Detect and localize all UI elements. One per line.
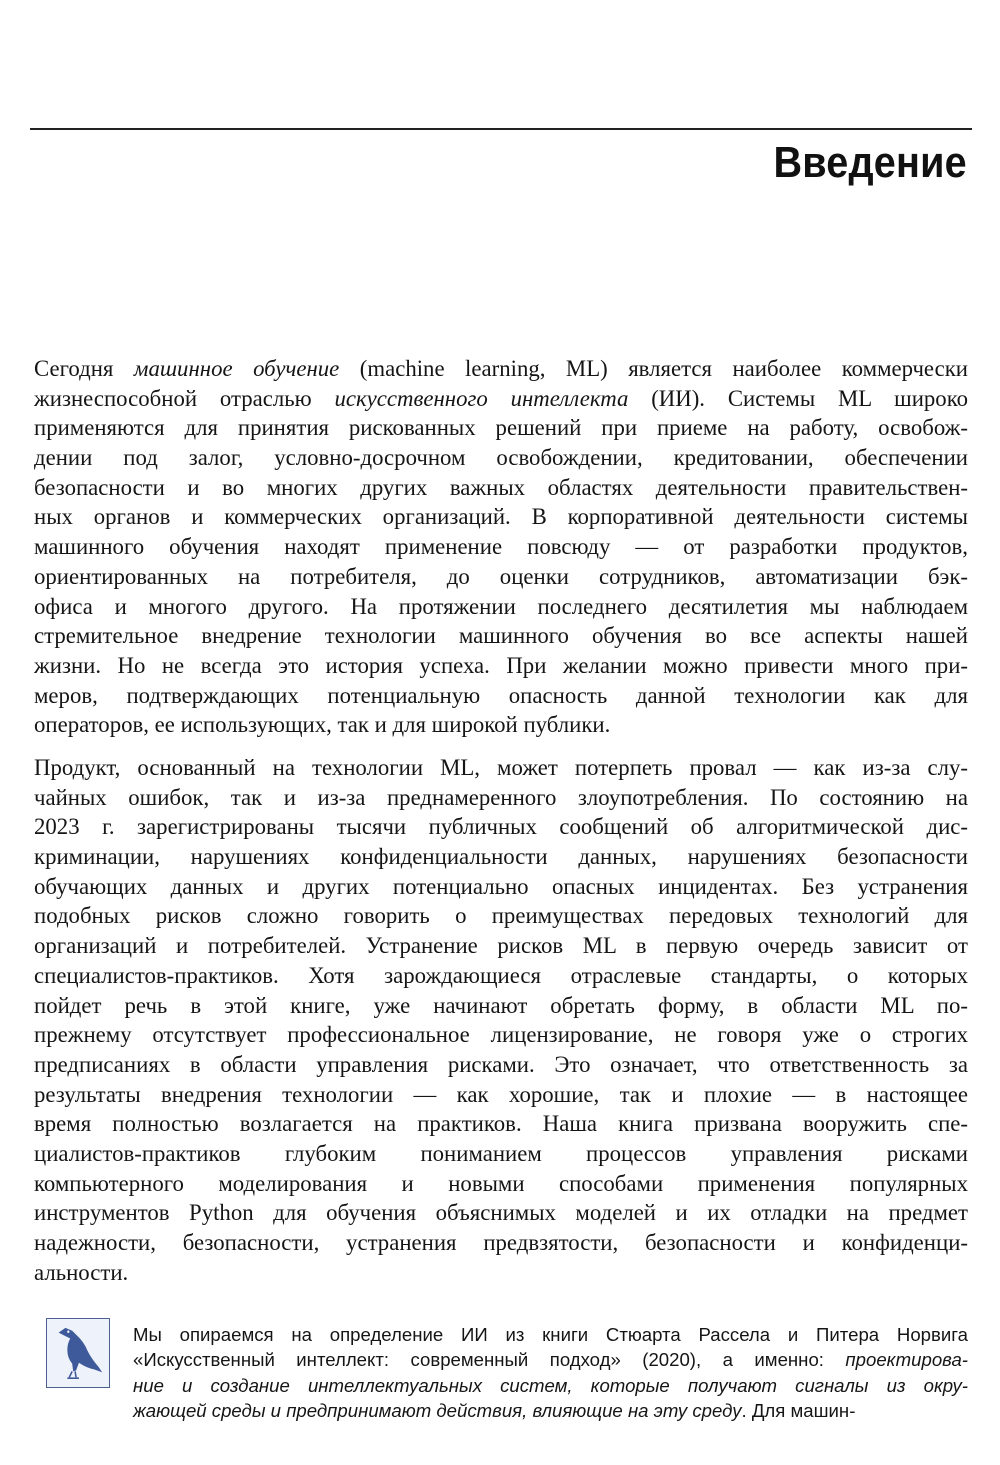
text-segment: (ИИ). Системы ML широко (628, 385, 969, 411)
text-line (34, 384, 968, 414)
text-line (34, 1198, 968, 1228)
chapter-title: Введение (773, 138, 967, 187)
text-line (34, 872, 968, 902)
note-text (133, 1322, 968, 1423)
text-line (34, 931, 968, 961)
header-rule (30, 128, 972, 130)
text-segment: циалистов-практиков глубоким пониманием процессов управления рисками (34, 1140, 968, 1166)
text-line (34, 991, 968, 1021)
text-line (34, 1109, 968, 1139)
text-segment: специалистов-практиков. Хотя зарождающиеся отраслевые стандарты, о которых (34, 962, 968, 988)
text-segment: меров, подтверждающих потенциальную опасность данной технологии как для (34, 682, 968, 708)
text-line (34, 592, 968, 622)
text-line (34, 1169, 968, 1199)
text-segment: подобных рисков сложно говорить о преимуществах передовых технологий для (34, 903, 968, 929)
paragraph-intro (34, 354, 968, 740)
text-line (34, 842, 968, 872)
text-line (34, 354, 968, 384)
text-line (34, 473, 968, 503)
text-segment: Продукт, основанный на технологии ML, может потерпеть провал — как из-за слу- (34, 755, 968, 780)
text-line (34, 1139, 968, 1169)
text-segment: применяются для принятия рискованных решений при приеме на работу, освобож- (34, 415, 968, 441)
text-segment: время полностью возлагается на практиков. Наша книга призвана вооружить спе- (34, 1111, 968, 1137)
italic-term: машинное обучение (133, 356, 340, 381)
text-line (133, 1373, 968, 1398)
text-segment: предписаниях в области управления рисками. Это означает, что ответственность за (34, 1051, 968, 1077)
text-segment: Сегодня (34, 356, 134, 381)
text-segment: безопасности и во многих других важных областях деятельности правительствен- (34, 474, 968, 500)
text-segment: обучающих данных и других потенциально опасных инцидентах. Без устранения (34, 873, 968, 899)
italic-term: проектирова- (845, 1349, 968, 1371)
italic-term: жающей среды и предпринимают действия, влияющие на эту среду (133, 1399, 742, 1421)
text-segment: Мы опираемся на определение ИИ из книги Стюарта Рассела и Питера Норвига (133, 1324, 968, 1345)
paragraph-risks (34, 753, 968, 1287)
text-segment: надежности, безопасности, устранения предвзятости, безопасности и конфиденци- (34, 1230, 968, 1255)
text-segment: стремительное внедрение технологии машинного обучения во все аспекты нашей (34, 623, 968, 649)
text-segment: результаты внедрения технологии — как хорошие, так и плохие — в настоящее (34, 1081, 968, 1107)
text-segment: ных органов и коммерческих организаций. В корпоративной деятельности системы (34, 504, 968, 530)
text-line (34, 413, 968, 443)
italic-term: искусственного интеллекта (334, 385, 629, 411)
text-line (34, 532, 968, 562)
text-segment: жизни. Но не всегда это история успеха. При желании можно привести много при- (34, 652, 968, 678)
text-segment: операторов, ее использующих, так и для широкой публики. (34, 712, 611, 738)
text-line (34, 443, 968, 473)
text-line (34, 502, 968, 532)
text-segment: . Для машин- (741, 1399, 856, 1421)
text-line (34, 1020, 968, 1050)
text-line (34, 1258, 968, 1288)
text-line (34, 961, 968, 991)
text-segment: жизнеспособной отраслью (34, 385, 335, 411)
text-segment: пойдет речь в этой книге, уже начинают обретать форму, в области ML по- (34, 992, 968, 1018)
text-segment: ориентированных на потребителя, до оценки сотрудников, автоматизации бэк- (34, 563, 968, 589)
text-segment: машинного обучения находят применение повсюду — от разработки продуктов, (34, 534, 968, 560)
text-line (34, 783, 968, 813)
text-line (133, 1398, 968, 1423)
text-segment: компьютерного моделирования и новыми способами применения популярных (34, 1170, 968, 1196)
text-line (34, 901, 968, 931)
bird-icon (46, 1318, 110, 1388)
italic-term: ние и создание интеллектуальных систем, которые получают сигналы из окру- (133, 1374, 968, 1396)
text-segment: чайных ошибок, так и из-за преднамеренного злоупотребления. По состоянию на (34, 784, 968, 810)
text-line (34, 651, 968, 681)
text-line (133, 1347, 968, 1372)
text-segment: инструментов Python для обучения объяснимых моделей и их отладки на предмет (34, 1200, 968, 1226)
text-line (34, 562, 968, 592)
text-line (34, 1050, 968, 1080)
text-line (34, 1080, 968, 1110)
text-segment: организаций и потребителей. Устранение рисков ML в первую очередь зависит от (34, 933, 968, 959)
text-line (34, 710, 968, 740)
text-line (34, 753, 968, 783)
text-line (34, 621, 968, 651)
text-segment: офиса и многого другого. На протяжении последнего десятилетия мы наблюдаем (34, 593, 968, 619)
text-segment: 2023 г. зарегистрированы тысячи публичных сообщений об алгоритмической дис- (34, 814, 968, 840)
text-segment: альности. (34, 1259, 129, 1285)
text-line (34, 1228, 968, 1258)
text-segment: дении под залог, условно-досрочном освобождении, кредитовании, обеспечении (34, 445, 968, 471)
text-segment: «Искусственный интеллект: современный подход» (2020), а именно: (133, 1349, 846, 1371)
text-segment: (machine learning, ML) является наиболее коммерчески (339, 356, 968, 381)
text-segment: прежнему отсутствует профессиональное лицензирование, не говоря уже о строгих (34, 1022, 968, 1048)
text-line (34, 681, 968, 711)
text-segment: криминации, нарушениях конфиденциальности данных, нарушениях безопасности (34, 844, 968, 870)
text-line (133, 1322, 968, 1347)
text-line (34, 812, 968, 842)
